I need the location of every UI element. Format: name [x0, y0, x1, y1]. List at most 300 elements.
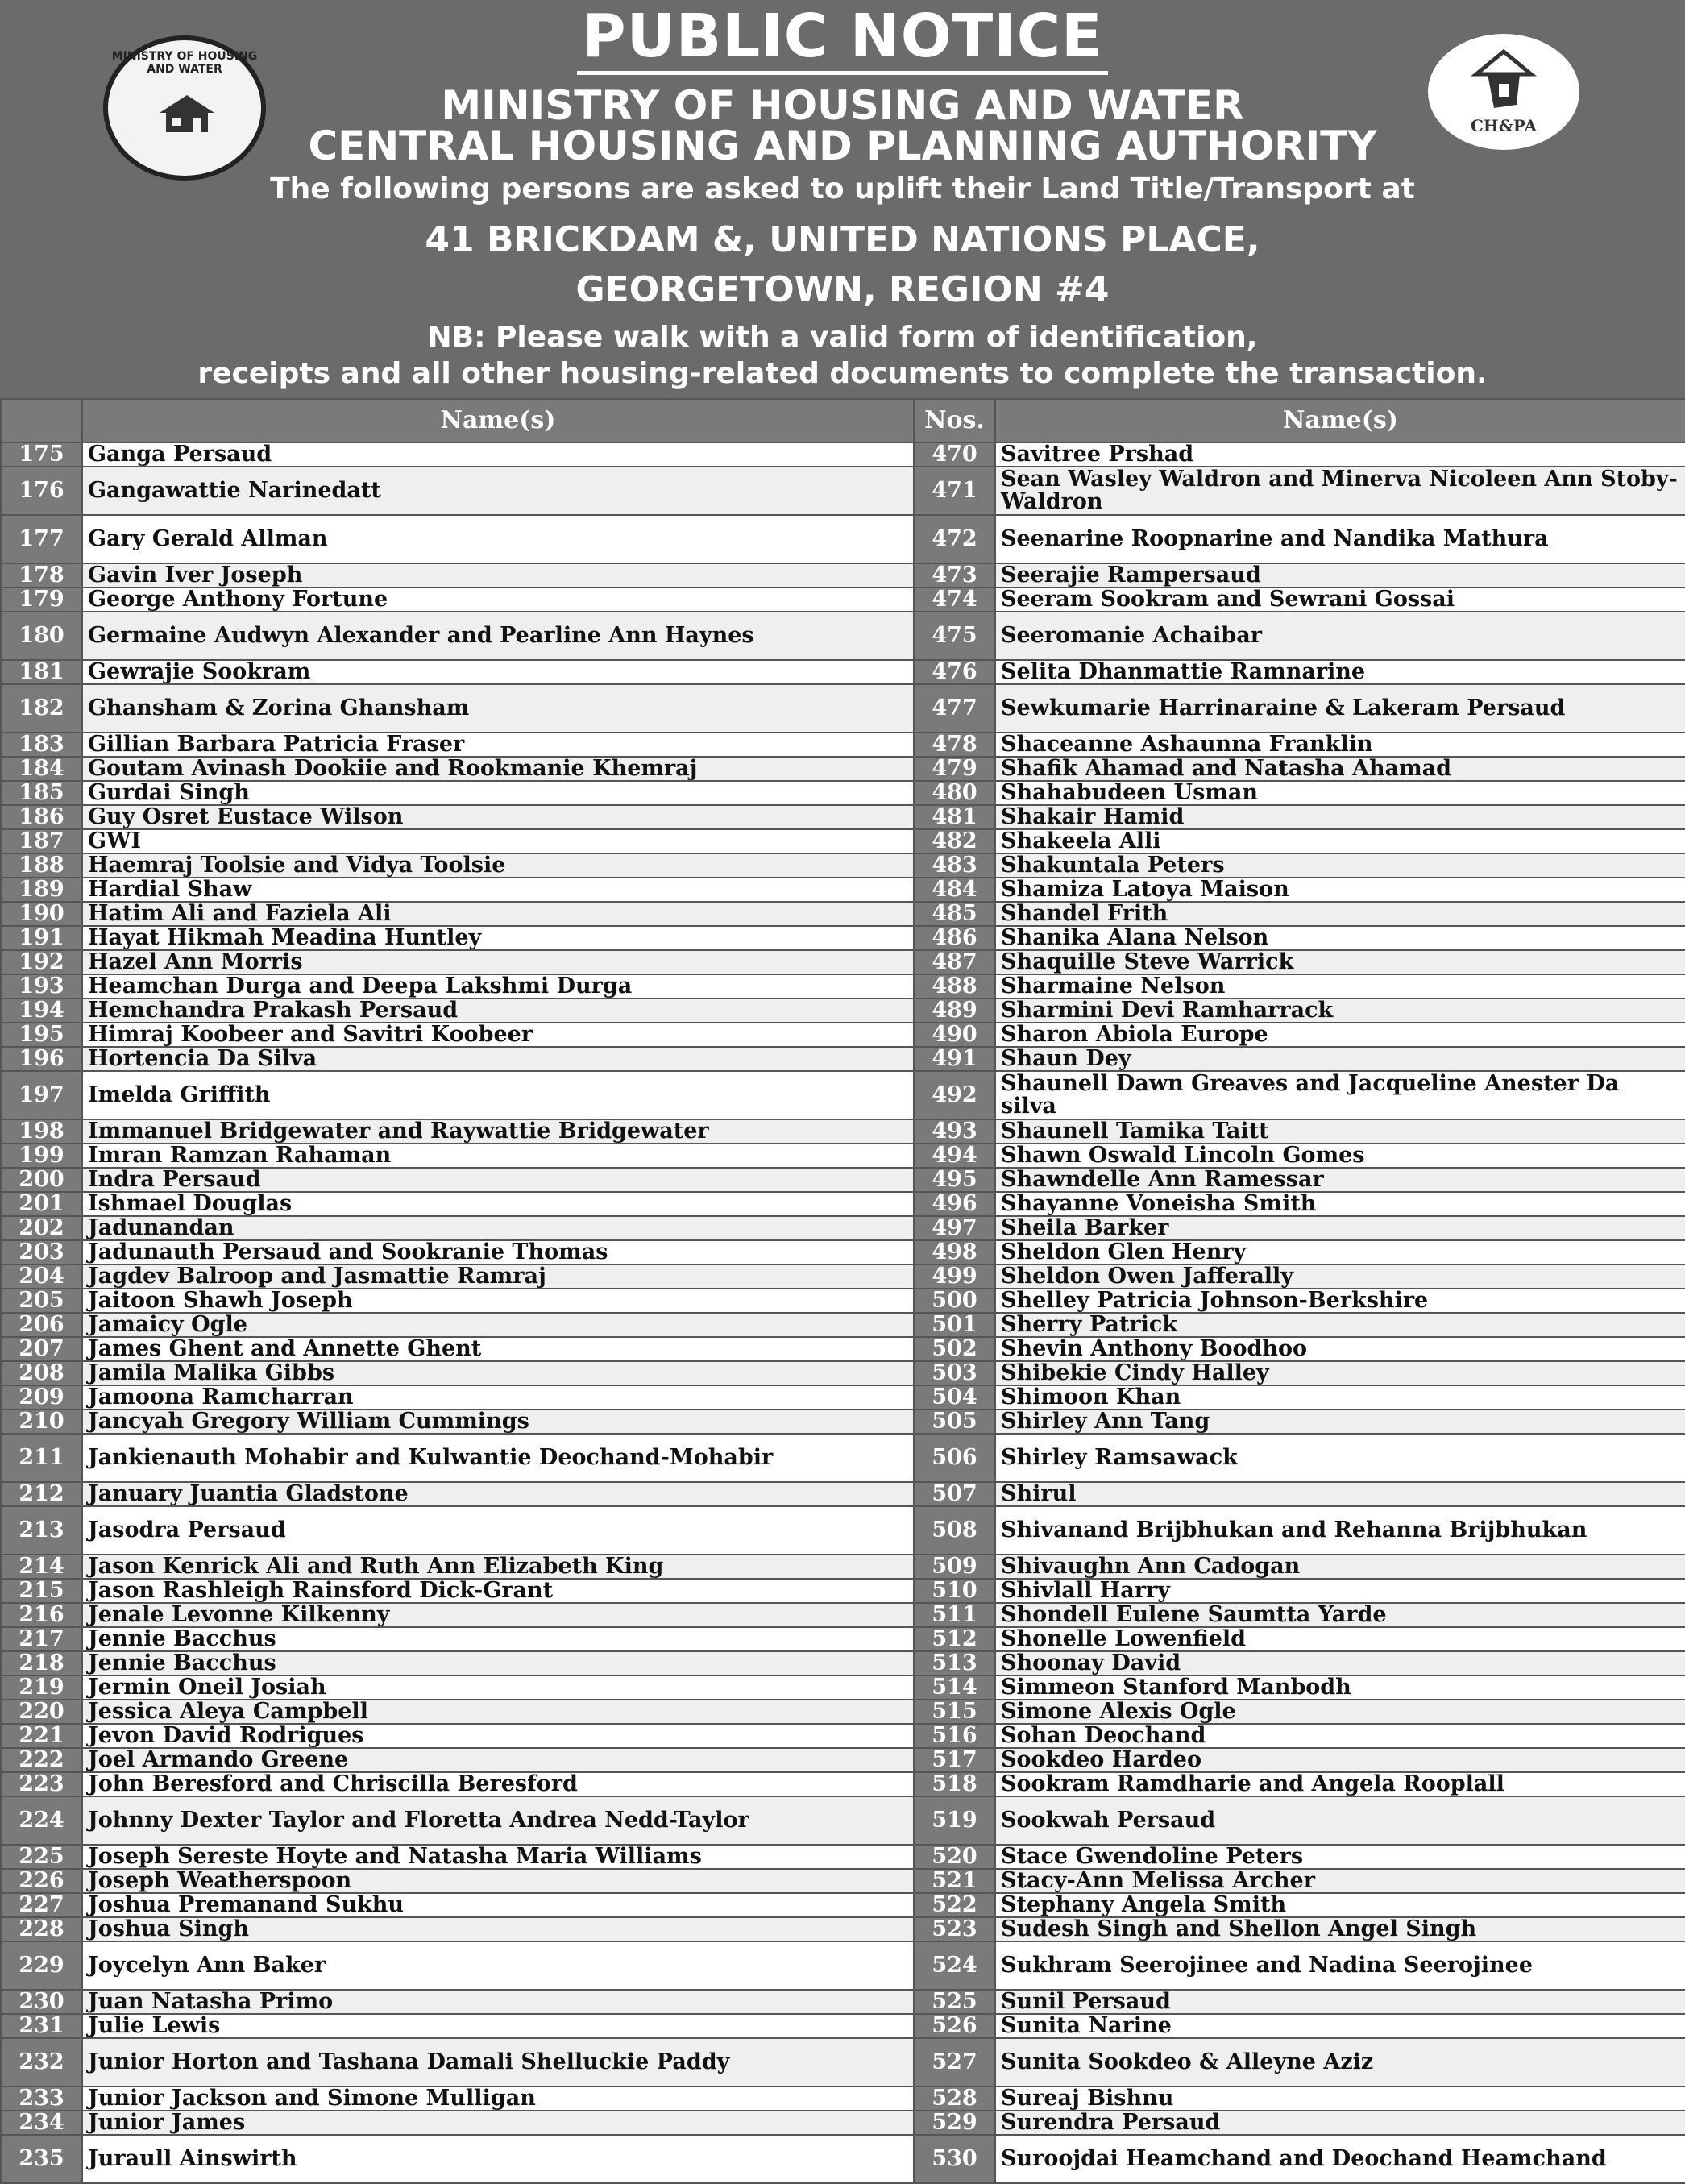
right-name-cell: Shakeela Alli — [995, 829, 1685, 853]
right-name-cell: Sunil Persaud — [995, 1990, 1685, 2014]
right-number-cell: 504 — [914, 1385, 995, 1410]
table-row — [1, 1289, 1685, 1313]
left-number-cell: 192 — [1, 950, 82, 974]
table-row — [1, 1941, 1685, 1990]
left-name-cell: Hemchandra Prakash Persaud — [82, 999, 914, 1023]
header-blank-cell — [1, 399, 82, 442]
right-name-cell: Shivlall Harry — [995, 1579, 1685, 1603]
right-number-cell: 487 — [914, 950, 995, 974]
left-number-cell: 210 — [1, 1410, 82, 1434]
left-name-cell: Joel Armando Greene — [82, 1748, 914, 1772]
table-row — [1, 588, 1685, 612]
table-row — [1, 1023, 1685, 1047]
left-name-cell: Junior Jackson and Simone Mulligan — [82, 2086, 914, 2111]
left-name-cell: Gillian Barbara Patricia Fraser — [82, 733, 914, 757]
table-row — [1, 1506, 1685, 1555]
table-row — [1, 1845, 1685, 1869]
left-number-cell: 228 — [1, 1917, 82, 1941]
right-number-cell: 516 — [914, 1724, 995, 1748]
right-name-cell: Shoonay David — [995, 1651, 1685, 1675]
right-name-cell: Sherry Patrick — [995, 1313, 1685, 1337]
right-name-cell: Stacy-Ann Melissa Archer — [995, 1869, 1685, 1893]
right-name-cell: Shondell Eulene Saumtta Yarde — [995, 1603, 1685, 1627]
right-name-cell: Shafik Ahamad and Natasha Ahamad — [995, 757, 1685, 781]
right-number-cell: 470 — [914, 442, 995, 467]
table-row — [1, 1675, 1685, 1700]
left-number-cell: 191 — [1, 926, 82, 950]
right-number-cell: 503 — [914, 1361, 995, 1385]
right-name-cell: Simmeon Stanford Manbodh — [995, 1675, 1685, 1700]
table-row — [1, 1216, 1685, 1240]
header-nos: Nos. — [914, 399, 995, 442]
table-row — [1, 1264, 1685, 1289]
right-name-cell: Sookdeo Hardeo — [995, 1748, 1685, 1772]
right-number-cell: 524 — [914, 1941, 995, 1990]
right-name-cell: Shamiza Latoya Maison — [995, 878, 1685, 902]
right-number-cell: 501 — [914, 1313, 995, 1337]
right-name-cell: Selita Dhanmattie Ramnarine — [995, 660, 1685, 684]
left-number-cell: 207 — [1, 1337, 82, 1361]
right-number-cell: 471 — [914, 467, 995, 515]
left-number-cell: 185 — [1, 781, 82, 805]
right-name-cell: Shivaughn Ann Cadogan — [995, 1555, 1685, 1579]
right-number-cell: 499 — [914, 1264, 995, 1289]
right-number-cell: 488 — [914, 974, 995, 999]
table-row — [1, 926, 1685, 950]
nb-line-1: NB: Please walk with a valid form of identification, — [427, 321, 1258, 354]
left-name-cell: George Anthony Fortune — [82, 588, 914, 612]
left-number-cell: 189 — [1, 878, 82, 902]
left-number-cell: 177 — [1, 515, 82, 563]
left-name-cell: Joshua Singh — [82, 1917, 914, 1941]
table-row — [1, 2014, 1685, 2038]
left-name-cell: Joseph Weatherspoon — [82, 1869, 914, 1893]
left-number-cell: 230 — [1, 1990, 82, 2014]
table-row — [1, 1482, 1685, 1506]
right-number-cell: 482 — [914, 829, 995, 853]
left-name-cell: Imelda Griffith — [82, 1071, 914, 1119]
left-number-cell: 214 — [1, 1555, 82, 1579]
table-row — [1, 999, 1685, 1023]
right-name-cell: Sharmini Devi Ramharrack — [995, 999, 1685, 1023]
right-name-cell: Shimoon Khan — [995, 1385, 1685, 1410]
left-name-cell: Jankienauth Mohabir and Kulwantie Deochand-Mohabir — [82, 1434, 914, 1482]
table-row — [1, 781, 1685, 805]
left-number-cell: 219 — [1, 1675, 82, 1700]
left-name-cell: Hortencia Da Silva — [82, 1047, 914, 1071]
table-row — [1, 1434, 1685, 1482]
table-row — [1, 1627, 1685, 1651]
left-number-cell: 178 — [1, 563, 82, 588]
table-row — [1, 1192, 1685, 1216]
right-name-cell: Shaceanne Ashaunna Franklin — [995, 733, 1685, 757]
left-name-cell: Ganga Persaud — [82, 442, 914, 467]
right-name-cell: Shawn Oswald Lincoln Gomes — [995, 1144, 1685, 1168]
table-row — [1, 612, 1685, 660]
right-name-cell: Sookwah Persaud — [995, 1796, 1685, 1845]
left-number-cell: 179 — [1, 588, 82, 612]
table-row — [1, 1651, 1685, 1675]
ministry-logo-text: MINISTRY OF HOUSING AND WATER — [111, 50, 258, 76]
table-row — [1, 1917, 1685, 1941]
right-name-cell: Shaquille Steve Warrick — [995, 950, 1685, 974]
left-name-cell: Joycelyn Ann Baker — [82, 1941, 914, 1990]
table-row — [1, 829, 1685, 853]
right-number-cell: 519 — [914, 1796, 995, 1845]
notice-title — [0, 2, 1685, 71]
right-number-cell: 506 — [914, 1434, 995, 1482]
left-number-cell: 209 — [1, 1385, 82, 1410]
left-name-cell: Jamila Malika Gibbs — [82, 1361, 914, 1385]
right-name-cell: Shirley Ramsawack — [995, 1434, 1685, 1482]
right-name-cell: Sheldon Glen Henry — [995, 1240, 1685, 1264]
left-name-cell: Gary Gerald Allman — [82, 515, 914, 563]
right-name-cell: Sharon Abiola Europe — [995, 1023, 1685, 1047]
left-name-cell: Jamaicy Ogle — [82, 1313, 914, 1337]
left-number-cell: 194 — [1, 999, 82, 1023]
right-name-cell: Sunita Narine — [995, 2014, 1685, 2038]
left-number-cell: 187 — [1, 829, 82, 853]
right-number-cell: 515 — [914, 1700, 995, 1724]
right-name-cell: Shahabudeen Usman — [995, 781, 1685, 805]
table-row — [1, 1579, 1685, 1603]
left-number-cell: 220 — [1, 1700, 82, 1724]
right-number-cell: 473 — [914, 563, 995, 588]
right-number-cell: 479 — [914, 757, 995, 781]
left-name-cell: January Juantia Gladstone — [82, 1482, 914, 1506]
table-row — [1, 2111, 1685, 2135]
left-number-cell: 222 — [1, 1748, 82, 1772]
left-number-cell: 176 — [1, 467, 82, 515]
right-name-cell: Shakair Hamid — [995, 805, 1685, 829]
left-name-cell: Hazel Ann Morris — [82, 950, 914, 974]
table-header-row — [1, 399, 1685, 442]
left-name-cell: Imran Ramzan Rahaman — [82, 1144, 914, 1168]
left-name-cell: Jasodra Persaud — [82, 1506, 914, 1555]
chpa-logo-text: CH&PA — [1471, 116, 1537, 135]
right-name-cell: Shaun Dey — [995, 1047, 1685, 1071]
table-row — [1, 974, 1685, 999]
left-name-cell: Heamchan Durga and Deepa Lakshmi Durga — [82, 974, 914, 999]
right-number-cell: 496 — [914, 1192, 995, 1216]
table-row — [1, 2038, 1685, 2086]
table-row — [1, 805, 1685, 829]
left-number-cell: 175 — [1, 442, 82, 467]
table-row — [1, 1168, 1685, 1192]
right-name-cell: Sheila Barker — [995, 1216, 1685, 1240]
left-number-cell: 234 — [1, 2111, 82, 2135]
right-number-cell: 472 — [914, 515, 995, 563]
right-number-cell: 502 — [914, 1337, 995, 1361]
right-name-cell: Seerajie Rampersaud — [995, 563, 1685, 588]
right-name-cell: Stephany Angela Smith — [995, 1893, 1685, 1917]
left-number-cell: 183 — [1, 733, 82, 757]
right-name-cell: Suroojdai Heamchand and Deochand Heamchand — [995, 2135, 1685, 2183]
right-name-cell: Shonelle Lowenfield — [995, 1627, 1685, 1651]
left-name-cell: Ghansham & Zorina Ghansham — [82, 684, 914, 733]
right-name-cell: Sukhram Seerojinee and Nadina Seerojinee — [995, 1941, 1685, 1990]
left-number-cell: 186 — [1, 805, 82, 829]
left-number-cell: 198 — [1, 1119, 82, 1144]
right-name-cell: Sean Wasley Waldron and Minerva Nicoleen Ann Stoby-Waldron — [995, 467, 1685, 515]
table-row — [1, 1990, 1685, 2014]
right-number-cell: 490 — [914, 1023, 995, 1047]
table-row — [1, 467, 1685, 515]
table-row — [1, 1700, 1685, 1724]
left-name-cell: Julie Lewis — [82, 2014, 914, 2038]
left-name-cell: Jaitoon Shawh Joseph — [82, 1289, 914, 1313]
right-number-cell: 505 — [914, 1410, 995, 1434]
table-row — [1, 563, 1685, 588]
table-row — [1, 853, 1685, 878]
left-number-cell: 204 — [1, 1264, 82, 1289]
right-number-cell: 484 — [914, 878, 995, 902]
table-row — [1, 2086, 1685, 2111]
left-name-cell: Gavin Iver Joseph — [82, 563, 914, 588]
table-body — [1, 442, 1685, 2183]
notice-header — [0, 0, 1685, 398]
right-number-cell: 492 — [914, 1071, 995, 1119]
left-name-cell: Juraull Ainswirth — [82, 2135, 914, 2183]
left-number-cell: 202 — [1, 1216, 82, 1240]
right-name-cell: Shawndelle Ann Ramessar — [995, 1168, 1685, 1192]
table-row — [1, 1555, 1685, 1579]
right-number-cell: 520 — [914, 1845, 995, 1869]
left-number-cell: 224 — [1, 1796, 82, 1845]
left-name-cell: Jadunandan — [82, 1216, 914, 1240]
right-number-cell: 474 — [914, 588, 995, 612]
right-name-cell: Seenarine Roopnarine and Nandika Mathura — [995, 515, 1685, 563]
table-row — [1, 1724, 1685, 1748]
left-number-cell: 181 — [1, 660, 82, 684]
left-name-cell: Jenale Levonne Kilkenny — [82, 1603, 914, 1627]
right-number-cell: 494 — [914, 1144, 995, 1168]
right-number-cell: 498 — [914, 1240, 995, 1264]
left-name-cell: GWI — [82, 829, 914, 853]
left-name-cell: Indra Persaud — [82, 1168, 914, 1192]
right-name-cell: Shirley Ann Tang — [995, 1410, 1685, 1434]
left-number-cell: 200 — [1, 1168, 82, 1192]
right-name-cell: Sookram Ramdharie and Angela Rooplall — [995, 1772, 1685, 1796]
left-name-cell: Hayat Hikmah Meadina Huntley — [82, 926, 914, 950]
left-number-cell: 232 — [1, 2038, 82, 2086]
left-number-cell: 190 — [1, 902, 82, 926]
left-name-cell: Hardial Shaw — [82, 878, 914, 902]
right-name-cell: Sunita Sookdeo & Alleyne Aziz — [995, 2038, 1685, 2086]
left-number-cell: 212 — [1, 1482, 82, 1506]
right-number-cell: 521 — [914, 1869, 995, 1893]
right-number-cell: 526 — [914, 2014, 995, 2038]
right-number-cell: 525 — [914, 1990, 995, 2014]
right-name-cell: Shelley Patricia Johnson-Berkshire — [995, 1289, 1685, 1313]
right-name-cell: Seeromanie Achaibar — [995, 612, 1685, 660]
right-name-cell: Shibekie Cindy Halley — [995, 1361, 1685, 1385]
right-name-cell: Surendra Persaud — [995, 2111, 1685, 2135]
right-number-cell: 522 — [914, 1893, 995, 1917]
left-number-cell: 213 — [1, 1506, 82, 1555]
right-name-cell: Shaunell Dawn Greaves and Jacqueline Anester Da silva — [995, 1071, 1685, 1119]
right-number-cell: 511 — [914, 1603, 995, 1627]
header-names-left: Name(s) — [82, 399, 914, 442]
table-row — [1, 660, 1685, 684]
authority-name: CENTRAL HOUSING AND PLANNING AUTHORITY — [308, 122, 1377, 169]
right-name-cell: Sewkumarie Harrinaraine & Lakeram Persaud — [995, 684, 1685, 733]
table-row — [1, 1240, 1685, 1264]
left-number-cell: 218 — [1, 1651, 82, 1675]
right-number-cell: 530 — [914, 2135, 995, 2183]
left-name-cell: Junior Horton and Tashana Damali Shelluckie Paddy — [82, 2038, 914, 2086]
left-number-cell: 235 — [1, 2135, 82, 2183]
left-number-cell: 215 — [1, 1579, 82, 1603]
notice-title-text: PUBLIC NOTICE — [577, 2, 1107, 75]
left-name-cell: Jennie Bacchus — [82, 1651, 914, 1675]
left-name-cell: Gangawattie Narinedatt — [82, 467, 914, 515]
right-number-cell: 513 — [914, 1651, 995, 1675]
table-row — [1, 757, 1685, 781]
left-number-cell: 199 — [1, 1144, 82, 1168]
left-name-cell: John Beresford and Chriscilla Beresford — [82, 1772, 914, 1796]
table-row — [1, 1748, 1685, 1772]
left-name-cell: Haemraj Toolsie and Vidya Toolsie — [82, 853, 914, 878]
left-name-cell: Jermin Oneil Josiah — [82, 1675, 914, 1700]
left-number-cell: 231 — [1, 2014, 82, 2038]
table-row — [1, 1385, 1685, 1410]
table-row — [1, 1047, 1685, 1071]
table-row — [1, 1869, 1685, 1893]
left-name-cell: Johnny Dexter Taylor and Floretta Andrea Nedd-Taylor — [82, 1796, 914, 1845]
right-name-cell: Simone Alexis Ogle — [995, 1700, 1685, 1724]
header-names-right: Name(s) — [995, 399, 1685, 442]
left-number-cell: 195 — [1, 1023, 82, 1047]
right-name-cell: Savitree Prshad — [995, 442, 1685, 467]
right-name-cell: Shevin Anthony Boodhoo — [995, 1337, 1685, 1361]
left-number-cell: 205 — [1, 1289, 82, 1313]
left-name-cell: Gurdai Singh — [82, 781, 914, 805]
right-number-cell: 518 — [914, 1772, 995, 1796]
right-name-cell: Shakuntala Peters — [995, 853, 1685, 878]
left-number-cell: 211 — [1, 1434, 82, 1482]
table-row — [1, 1893, 1685, 1917]
right-number-cell: 477 — [914, 684, 995, 733]
left-name-cell: Juan Natasha Primo — [82, 1990, 914, 2014]
left-name-cell: Joshua Premanand Sukhu — [82, 1893, 914, 1917]
left-number-cell: 201 — [1, 1192, 82, 1216]
left-name-cell: Hatim Ali and Faziela Ali — [82, 902, 914, 926]
left-number-cell: 203 — [1, 1240, 82, 1264]
right-number-cell: 486 — [914, 926, 995, 950]
right-number-cell: 485 — [914, 902, 995, 926]
right-name-cell: Shayanne Voneisha Smith — [995, 1192, 1685, 1216]
right-name-cell: Shirul — [995, 1482, 1685, 1506]
right-number-cell: 510 — [914, 1579, 995, 1603]
left-number-cell: 223 — [1, 1772, 82, 1796]
right-number-cell: 481 — [914, 805, 995, 829]
right-number-cell: 517 — [914, 1748, 995, 1772]
right-number-cell: 497 — [914, 1216, 995, 1240]
left-name-cell: Guy Osret Eustace Wilson — [82, 805, 914, 829]
table-row — [1, 1796, 1685, 1845]
left-number-cell: 226 — [1, 1869, 82, 1893]
right-name-cell: Shivanand Brijbhukan and Rehanna Brijbhukan — [995, 1506, 1685, 1555]
nb-line-2: receipts and all other housing-related documents to complete the transaction. — [197, 357, 1488, 390]
left-name-cell: Jancyah Gregory William Cummings — [82, 1410, 914, 1434]
right-name-cell: Sudesh Singh and Shellon Angel Singh — [995, 1917, 1685, 1941]
left-name-cell: Ishmael Douglas — [82, 1192, 914, 1216]
right-number-cell: 512 — [914, 1627, 995, 1651]
right-number-cell: 500 — [914, 1289, 995, 1313]
left-name-cell: Immanuel Bridgewater and Raywattie Bridgewater — [82, 1119, 914, 1144]
right-number-cell: 476 — [914, 660, 995, 684]
table-row — [1, 684, 1685, 733]
right-number-cell: 493 — [914, 1119, 995, 1144]
table-row — [1, 1603, 1685, 1627]
right-name-cell: Shandel Frith — [995, 902, 1685, 926]
left-name-cell: Jennie Bacchus — [82, 1627, 914, 1651]
left-name-cell: Jevon David Rodrigues — [82, 1724, 914, 1748]
left-name-cell: Goutam Avinash Dookiie and Rookmanie Khemraj — [82, 757, 914, 781]
left-number-cell: 188 — [1, 853, 82, 878]
left-name-cell: Himraj Koobeer and Savitri Koobeer — [82, 1023, 914, 1047]
table-row — [1, 442, 1685, 467]
right-number-cell: 489 — [914, 999, 995, 1023]
left-name-cell: Joseph Sereste Hoyte and Natasha Maria Williams — [82, 1845, 914, 1869]
left-number-cell: 221 — [1, 1724, 82, 1748]
table-row — [1, 1410, 1685, 1434]
table-row — [1, 2135, 1685, 2183]
right-name-cell: Sheldon Owen Jafferally — [995, 1264, 1685, 1289]
right-number-cell: 480 — [914, 781, 995, 805]
right-number-cell: 483 — [914, 853, 995, 878]
left-name-cell: Jessica Aleya Campbell — [82, 1700, 914, 1724]
table-row — [1, 1119, 1685, 1144]
left-number-cell: 206 — [1, 1313, 82, 1337]
right-name-cell: Sureaj Bishnu — [995, 2086, 1685, 2111]
table-row — [1, 1144, 1685, 1168]
left-number-cell: 227 — [1, 1893, 82, 1917]
right-number-cell: 508 — [914, 1506, 995, 1555]
right-number-cell: 528 — [914, 2086, 995, 2111]
left-number-cell: 193 — [1, 974, 82, 999]
table-row — [1, 515, 1685, 563]
left-number-cell: 182 — [1, 684, 82, 733]
left-name-cell: Jason Rashleigh Rainsford Dick-Grant — [82, 1579, 914, 1603]
right-number-cell: 478 — [914, 733, 995, 757]
right-number-cell: 475 — [914, 612, 995, 660]
right-number-cell: 514 — [914, 1675, 995, 1700]
right-number-cell: 507 — [914, 1482, 995, 1506]
right-name-cell: Stace Gwendoline Peters — [995, 1845, 1685, 1869]
table-row — [1, 1337, 1685, 1361]
address-line-1: 41 BRICKDAM &, UNITED NATIONS PLACE, — [425, 219, 1260, 260]
right-name-cell: Seeram Sookram and Sewrani Gossai — [995, 588, 1685, 612]
left-number-cell: 197 — [1, 1071, 82, 1119]
left-number-cell: 180 — [1, 612, 82, 660]
right-name-cell: Sohan Deochand — [995, 1724, 1685, 1748]
right-name-cell: Shanika Alana Nelson — [995, 926, 1685, 950]
left-name-cell: Germaine Audwyn Alexander and Pearline Ann Haynes — [82, 612, 914, 660]
right-number-cell: 495 — [914, 1168, 995, 1192]
right-name-cell: Shaunell Tamika Taitt — [995, 1119, 1685, 1144]
ministry-name: MINISTRY OF HOUSING AND WATER — [441, 82, 1244, 129]
left-name-cell: Jadunauth Persaud and Sookranie Thomas — [82, 1240, 914, 1264]
table-row — [1, 1071, 1685, 1119]
left-number-cell: 229 — [1, 1941, 82, 1990]
table-row — [1, 1361, 1685, 1385]
left-name-cell: Junior James — [82, 2111, 914, 2135]
left-number-cell: 208 — [1, 1361, 82, 1385]
left-name-cell: Jamoona Ramcharran — [82, 1385, 914, 1410]
right-number-cell: 509 — [914, 1555, 995, 1579]
